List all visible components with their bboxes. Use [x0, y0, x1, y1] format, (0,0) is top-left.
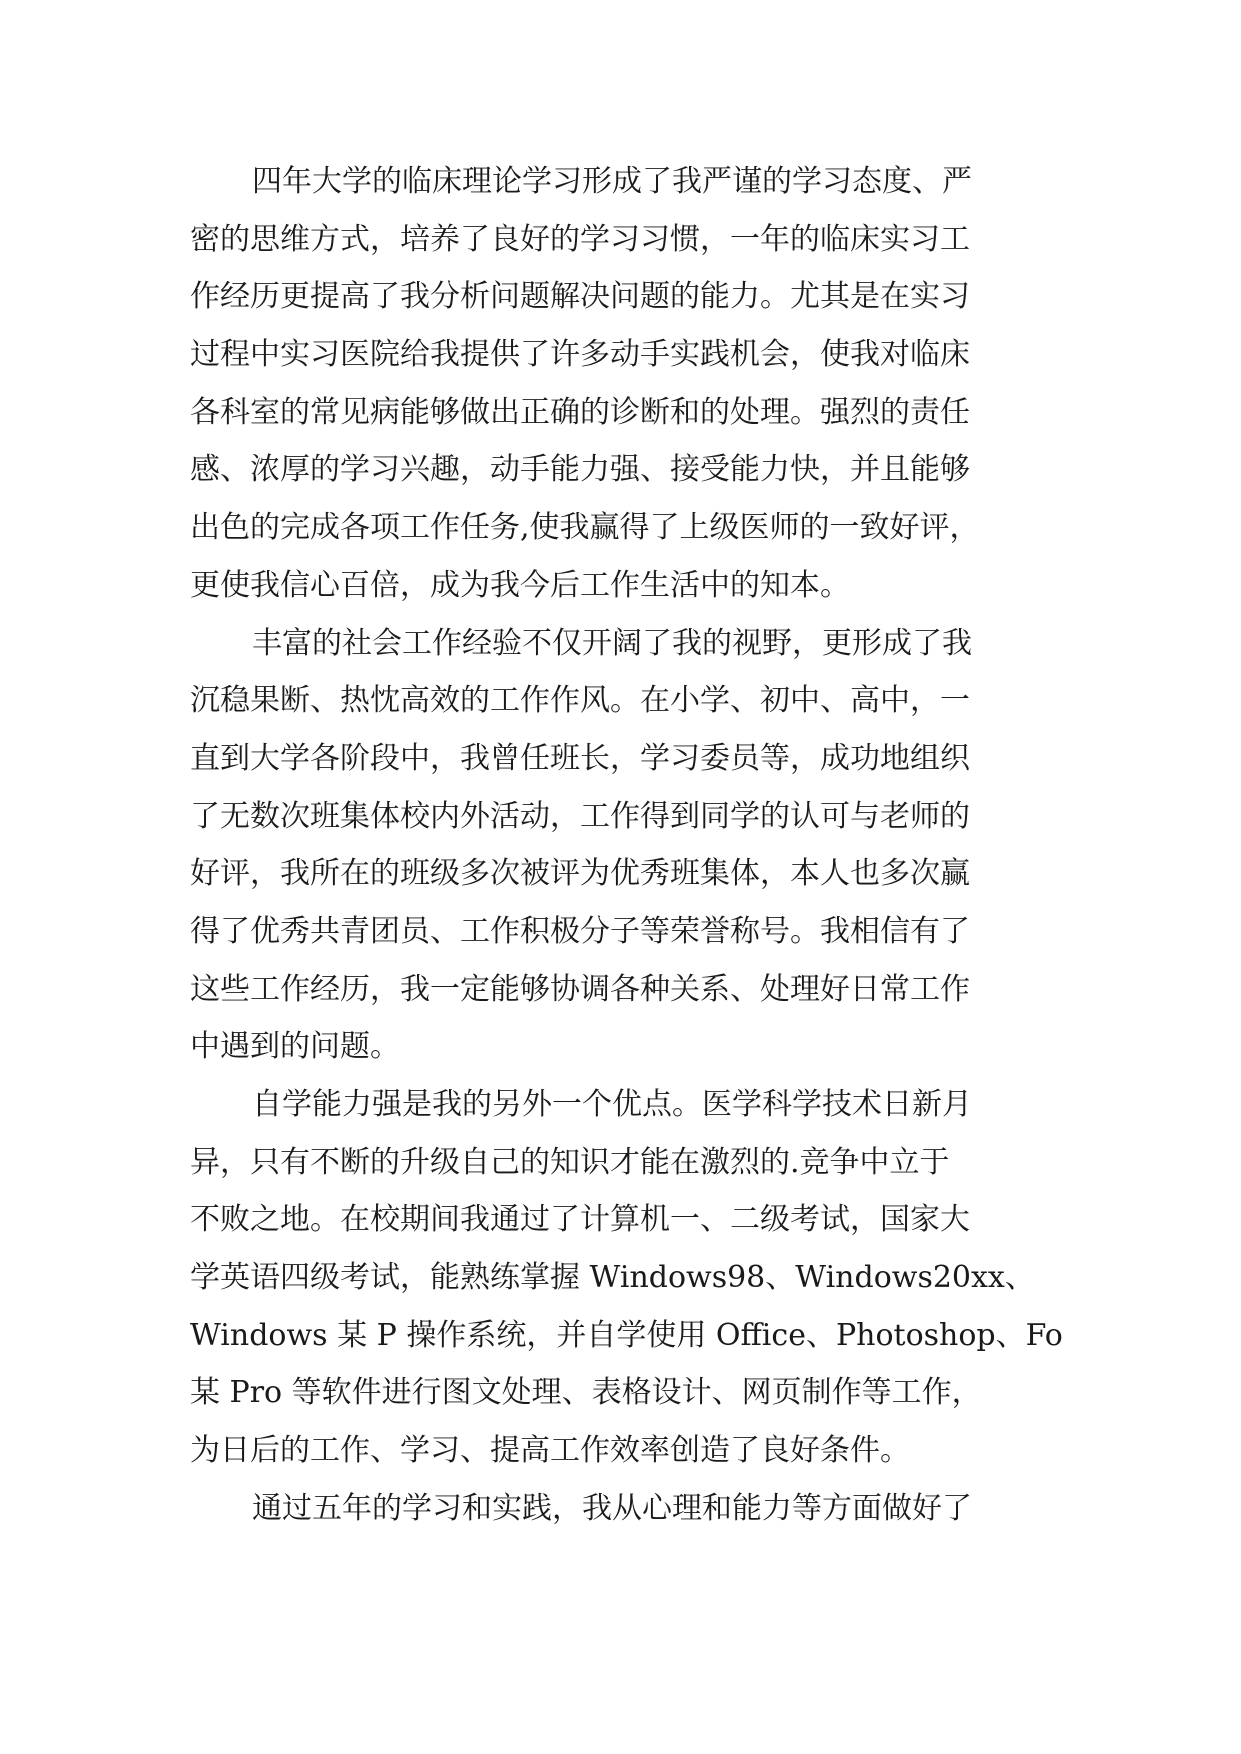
text-line: 各科室的常见病能够做出正确的诊断和的处理。强烈的责任 — [190, 394, 970, 430]
text-line: Windows 某 P 操作系统，并自学使用 Office、Photoshop、Fo — [190, 1317, 1063, 1353]
text-line: 感、浓厚的学习兴趣，动手能力强、接受能力快，并且能够 — [190, 452, 970, 488]
text-line: 某 Pro 等软件进行图文处理、表格设计、网页制作等工作， — [190, 1375, 982, 1411]
text-line: 过程中实习医院给我提供了许多动手实践机会，使我对临床 — [190, 337, 970, 373]
text-line: 沉稳果断、热忱高效的工作作风。在小学、初中、高中，一 — [190, 683, 970, 719]
text-line: 丰富的社会工作经验不仅开阔了我的视野，更形成了我 — [252, 625, 972, 661]
text-line: 学英语四级考试，能熟练掌握 Windows98、Windows20xx、 — [190, 1260, 1035, 1296]
text-line: 作经历更提高了我分析问题解决问题的能力。尤其是在实习 — [190, 279, 970, 315]
text-line: 自学能力强是我的另外一个优点。医学科学技术日新月 — [252, 1087, 972, 1122]
text-line: 直到大学各阶段中，我曾任班长，学习委员等，成功地组织 — [190, 740, 970, 776]
text-line: 中遇到的问题。 — [190, 1029, 400, 1065]
paragraph-social-work — [190, 615, 1050, 1077]
paragraph-clinical-study — [190, 153, 1050, 615]
text-line: 异，只有不断的升级自己的知识才能在激烈的.竞争中立于 — [190, 1144, 950, 1180]
text-line: 出色的完成各项工作任务,使我赢得了上级医师的一致好评， — [190, 510, 980, 546]
text-line: 得了优秀共青团员、工作积极分子等荣誉称号。我相信有了 — [190, 913, 970, 949]
document-body — [190, 153, 1063, 1538]
text-line: 了无数次班集体校内外活动，工作得到同学的认可与老师的 — [190, 798, 970, 834]
text-line: 更使我信心百倍，成为我今后工作生活中的知本。 — [190, 567, 850, 603]
text-line: 为日后的工作、学习、提高工作效率创造了良好条件。 — [190, 1433, 910, 1469]
text-line: 这些工作经历，我一定能够协调各种关系、处理好日常工作 — [190, 971, 970, 1007]
text-line: 通过五年的学习和实践，我从心理和能力等方面做好了 — [252, 1490, 972, 1526]
text-line: 好评，我所在的班级多次被评为优秀班集体，本人也多次赢 — [190, 856, 970, 892]
paragraph-conclusion — [190, 1480, 1050, 1538]
text-line: 密的思维方式，培养了良好的学习习惯，一年的临床实习工 — [190, 221, 970, 257]
paragraph-self-learning — [190, 1076, 1063, 1480]
text-line: 不败之地。在校期间我通过了计算机一、二级考试，国家大 — [190, 1202, 970, 1238]
text-line: 四年大学的临床理论学习形成了我严谨的学习态度、严 — [252, 164, 972, 199]
